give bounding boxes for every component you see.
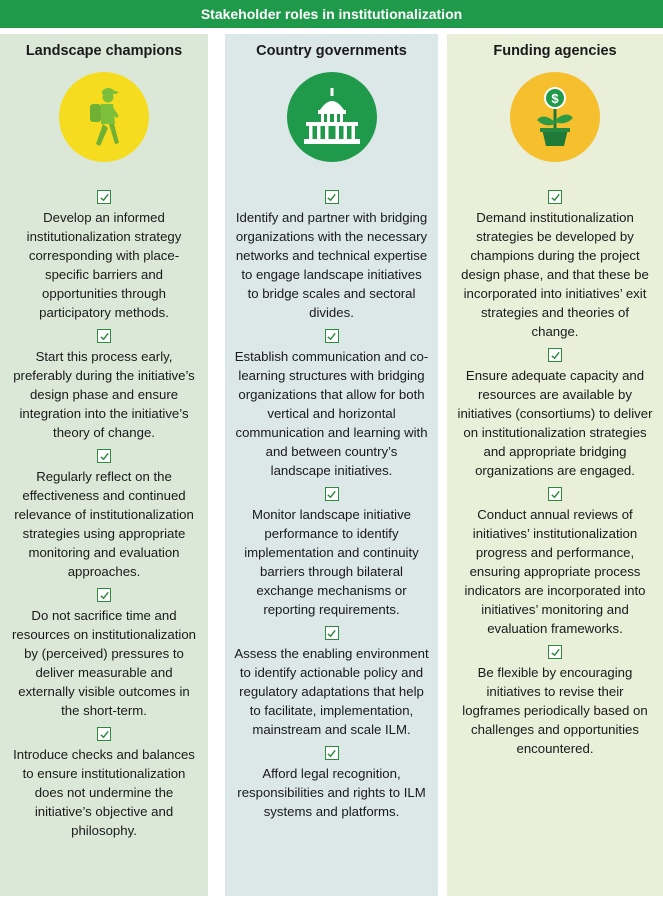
item-text: Identify and partner with bridging organizations with the necessary networks and technical expertise to engage landscape initiatives to bridge scales and sectoral divides.	[235, 210, 428, 320]
list-item	[447, 487, 663, 638]
checkbox-icon	[325, 329, 339, 343]
column-title: Landscape champions	[25, 43, 183, 59]
checkbox-icon	[325, 487, 339, 501]
list-item	[225, 487, 438, 619]
checkbox-icon	[325, 190, 339, 204]
item-text: Regularly reflect on the effectiveness and continued relevance of institutionalization strategies using appropriate monitoring and evaluation approaches.	[14, 469, 194, 579]
list-item	[0, 727, 208, 840]
item-text: Develop an informed institutionalization strategy corresponding with place-specific barriers and opportunities through participatory methods.	[26, 210, 182, 320]
list-item	[0, 449, 208, 581]
checkbox-icon	[97, 190, 111, 204]
column-title: Funding agencies	[493, 43, 617, 59]
item-text: Monitor landscape initiative performance to identify implementation and continuity barriers through bilateral exchange mechanisms or reporting requirements.	[244, 507, 419, 617]
item-text: Assess the enabling environment to identify actionable policy and regulatory adaptations that help to facilitate, implementation, mainstream and scale ILM.	[234, 646, 429, 737]
item-text: Start this process early, preferably during the initiative’s design phase and ensure integration into the initiative’s theory of change.	[13, 349, 195, 440]
svg-text:$: $	[551, 91, 559, 106]
checkbox-icon	[97, 727, 111, 741]
list-item	[225, 190, 438, 322]
checkbox-icon	[97, 588, 111, 602]
item-text: Ensure adequate capacity and resources are available by initiatives (consortiums) to deliver on institutionalization strategies and appropriate bridging organizations are engaged.	[457, 368, 653, 478]
banner-title: Stakeholder roles in institutionalization	[0, 0, 663, 28]
checkbox-icon	[97, 329, 111, 343]
money-plant-icon	[510, 72, 600, 162]
column-country-governments	[225, 34, 438, 896]
column-title: Country governments	[256, 43, 407, 59]
item-text: Introduce checks and balances to ensure institutionalization does not undermine the initiative’s objective and philosophy.	[13, 747, 195, 838]
walking-person-icon	[59, 72, 149, 162]
checkbox-icon	[548, 487, 562, 501]
list-item	[447, 645, 663, 758]
column-landscape-champions	[0, 34, 208, 896]
list-item	[225, 329, 438, 480]
item-text: Be flexible by encouraging initiatives to revise their logframes periodically based on challenges and opportunities encountered.	[462, 665, 648, 756]
list-item	[225, 626, 438, 739]
checkbox-icon	[97, 449, 111, 463]
item-text: Do not sacrifice time and resources on institutionalization by (perceived) pressures to deliver measurable and externally visible outcomes in the short-term.	[12, 608, 196, 718]
checkbox-icon	[548, 348, 562, 362]
checkbox-icon	[325, 626, 339, 640]
checkbox-icon	[548, 645, 562, 659]
item-text: Conduct annual reviews of initiatives’ institutionalization progress and performance, ensuring appropriate process indicators are incorporated into initiatives’ monitoring and evaluation frameworks.	[464, 507, 646, 636]
checkbox-icon	[325, 746, 339, 760]
item-text: Establish communication and co-learning structures with bridging organizations that allow for both vertical and horizontal communication and learning with and between country’s landscape initiatives.	[234, 349, 429, 478]
item-text: Demand institutionalization strategies be developed by champions during the project design phase, and that these be incorporated into initiatives’ exit strategies and theories of change.	[461, 210, 649, 339]
list-item	[447, 190, 663, 341]
list-item	[0, 329, 208, 442]
list-item	[0, 190, 208, 322]
checkbox-icon	[548, 190, 562, 204]
list-item	[225, 746, 438, 821]
list-item	[0, 588, 208, 720]
capitol-building-icon	[287, 72, 377, 162]
column-funding-agencies	[447, 34, 663, 896]
item-text: Afford legal recognition, responsibilities and rights to ILM systems and platforms.	[237, 766, 426, 819]
list-item	[447, 348, 663, 480]
